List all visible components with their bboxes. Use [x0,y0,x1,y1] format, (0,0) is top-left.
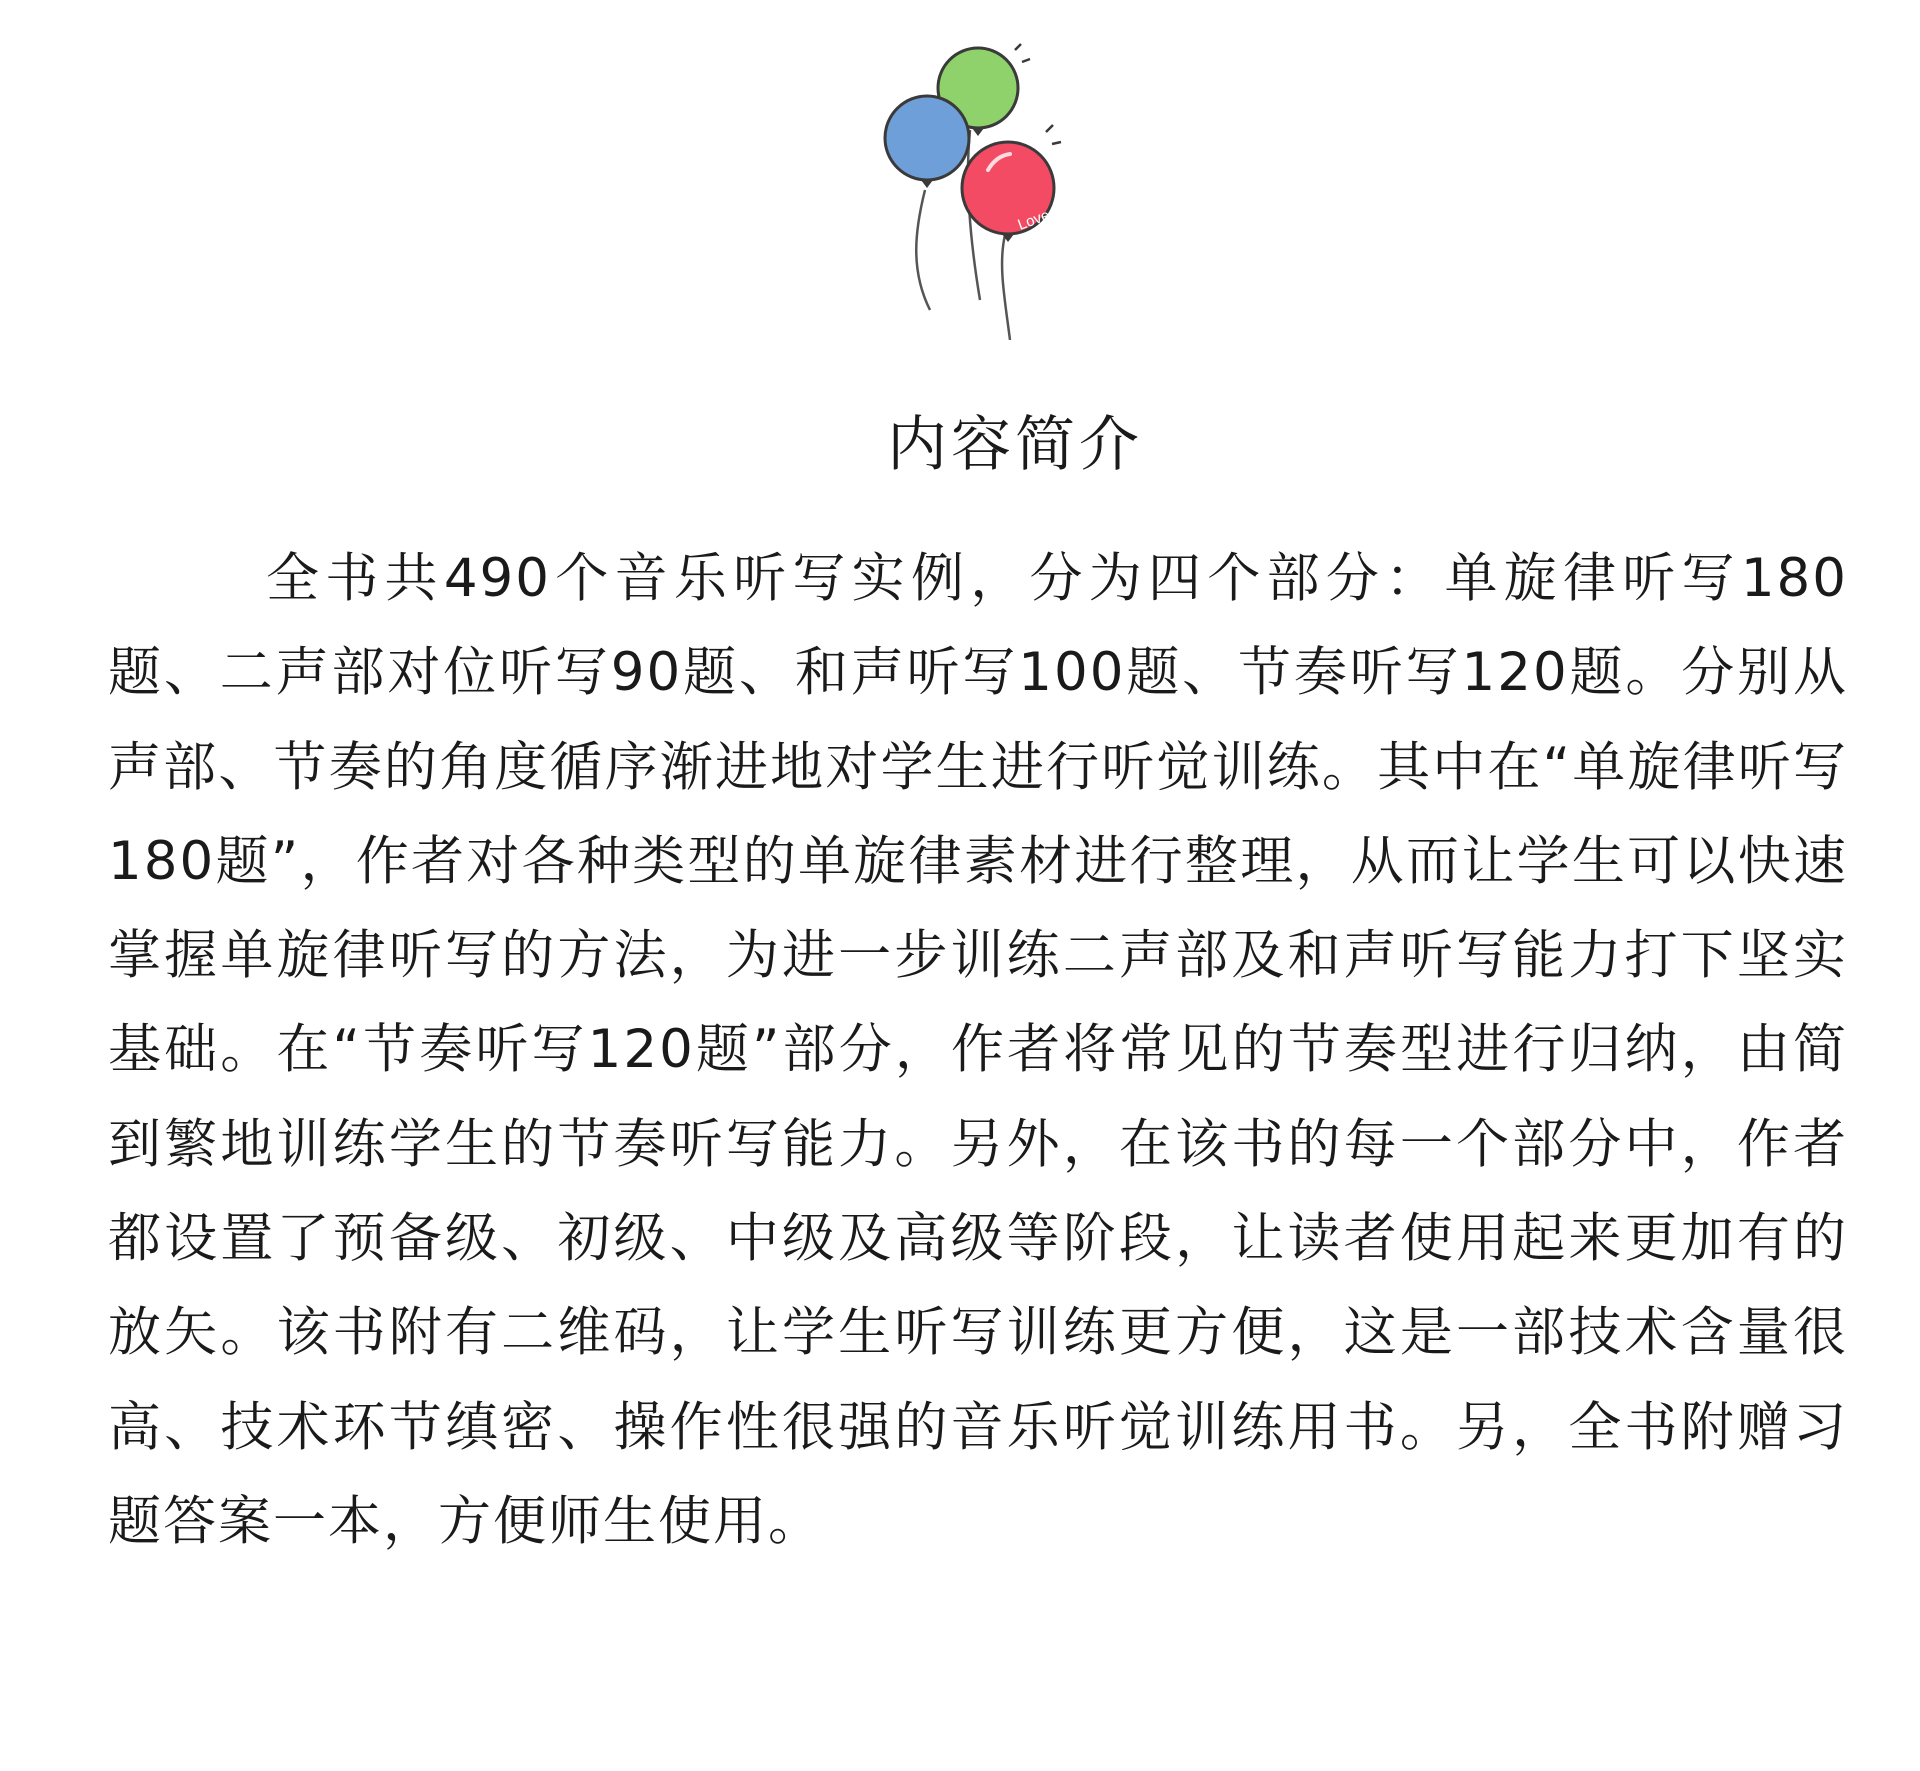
intro-paragraph: 全书共490个音乐听写实例，分为四个部分：单旋律听写180题、二声部对位听写90题、和声听写100题、节奏听写120题。分别从声部、节奏的角度循序渐进地对学生进行听觉训练。其中在“单旋律听写180题”，作者对各种类型的单旋律素材进行整理，从而让学生可以快速掌握单旋律听写的方法，为进一步训练二声部及和声听写能力打下坚实基础。在“节奏听写120题”部分，作者将常见的节奏型进行归纳，由简到繁地训练学生的节奏听写能力。另外，在该书的每一个部分中，作者都设置了预备级、初级、中级及高级等阶段，让读者使用起来更加有的放矢。该书附有二维码，让学生听写训练更方便，这是一部技术含量很高、技术环节缜密、操作性很强的音乐听觉训练用书。另，全书附赠习题答案一本，方便师生使用。 [108,548,1848,1552]
page-title: 内容简介 [887,410,1143,480]
balloon-love-text: Love [1015,206,1052,234]
balloons-icon [870,40,1070,340]
